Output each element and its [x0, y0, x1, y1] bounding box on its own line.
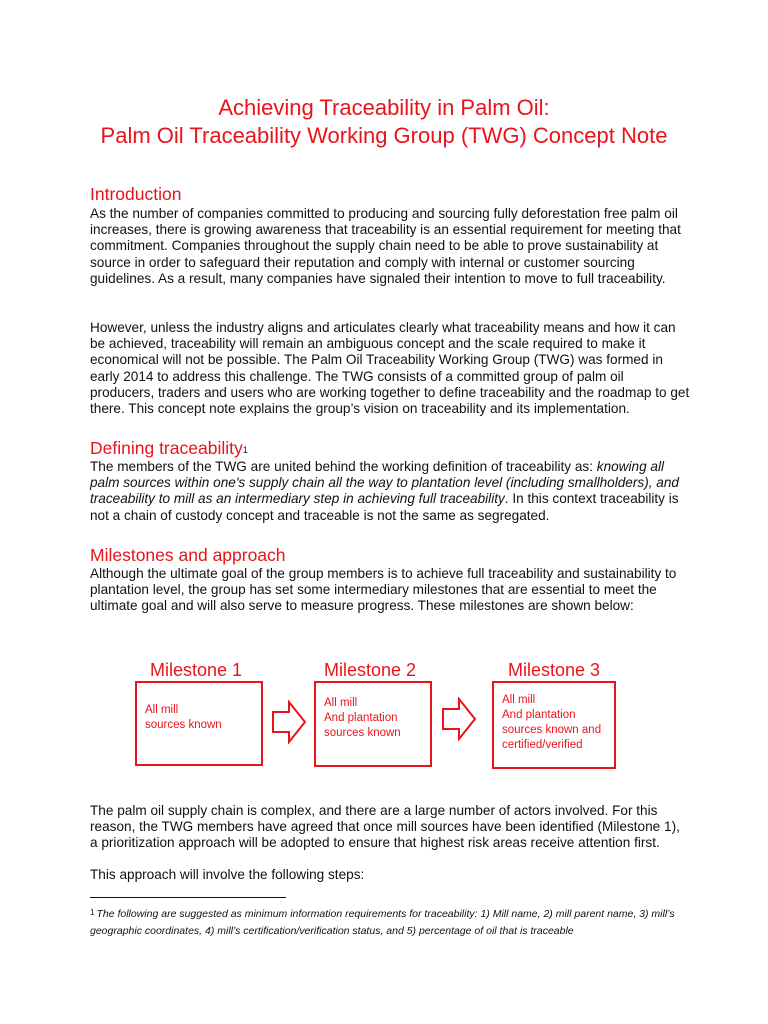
heading-milestones: Milestones and approach [90, 545, 286, 565]
milestone-3-line-1: All mill [502, 694, 536, 706]
defining-paragraph [90, 459, 690, 524]
defining-text-before: The members of the TWG are united behind the working definition of traceability as: [90, 459, 597, 474]
arrow-right-icon [441, 697, 477, 741]
footnote-reference[interactable]: 1 [242, 445, 248, 455]
footnote [90, 906, 680, 940]
footnote-mark: 1 [90, 908, 95, 917]
milestone-1-box [135, 681, 263, 766]
milestone-2-title: Milestone 2 [323, 660, 417, 680]
heading-defining-traceability [90, 437, 248, 459]
defining-text-italic: knowing all palm sources within one's supply chain all the way to plantation level (including smallholders), and traceability to mill as an intermediary step in achieving full traceability [90, 459, 679, 507]
milestone-3-line-4: certified/verified [502, 739, 583, 751]
intro-paragraph-1: As the number of companies committed to producing and sourcing fully deforestation free palm oil increases, there is growing awareness that traceability is an essential requirement for meeting that commitment. Companies throughout the supply chain need to be able to prove sustainability at source in order to safeguard their reputation and comply with internal or customer sourcing guidelines. As a result, many companies have signaled their intention to move to full traceability. [90, 206, 681, 286]
milestone-2-line-3: sources known [324, 727, 401, 739]
milestone-3-title: Milestone 3 [507, 660, 601, 680]
document-title [0, 94, 768, 150]
heading-defining-text: Defining traceability [90, 438, 243, 458]
steps-intro-paragraph: This approach will involve the following steps: [90, 867, 365, 882]
supply-chain-paragraph: The palm oil supply chain is complex, and there are a large number of actors involved. For this reason, the TWG members have agreed that once mill sources have been identified (Milestone 1), a prioritization approach will be adopted to ensure that highest risk areas receive attention first. [90, 803, 680, 851]
milestones-paragraph: Although the ultimate goal of the group members is to achieve full traceability and sustainability to plantation level, the group has set some intermediary milestones that are essential to meet the ultimate goal and will also serve to measure progress. These milestones are shown below: [90, 566, 677, 614]
milestone-2-line-2: And plantation [324, 712, 398, 724]
footnote-divider [90, 897, 286, 898]
milestone-1-title: Milestone 1 [149, 660, 243, 680]
milestone-2-line-1: All mill [324, 697, 358, 709]
defining-text-after: . In this context traceability is not a chain of custody concept and traceable is not the same as segregated. [90, 491, 679, 523]
footnote-text: The following are suggested as minimum information requirements for traceability: 1) Mill name, 2) mill parent name, 3) mill’s geographic coordinates, 4) mill’s certification/verification status, and 5) percentage of oil that is traceable [90, 908, 675, 937]
arrow-right-icon [271, 700, 307, 744]
heading-introduction: Introduction [90, 184, 182, 204]
title-line-1: Achieving Traceability in Palm Oil: [218, 95, 550, 120]
milestone-1-line-1: All mill [145, 704, 179, 716]
milestone-3-line-2: And plantation [502, 709, 576, 721]
milestone-3-box [492, 681, 616, 769]
milestone-1-line-2: sources known [145, 719, 222, 731]
title-line-2: Palm Oil Traceability Working Group (TWG) Concept Note [100, 123, 668, 148]
milestone-2-box [314, 681, 432, 767]
intro-paragraph-2: However, unless the industry aligns and articulates clearly what traceability means and how it can be achieved, traceability will remain an ambiguous concept and the scale required to make it economical will not be possible. The Palm Oil Traceability Working Group (TWG) was formed in early 2014 to address this challenge. The TWG consists of a committed group of palm oil producers, traders and users who are working together to define traceability and the roadmap to get there. This concept note explains the group’s vision on traceability and its implementation. [90, 320, 690, 417]
milestone-3-line-3: sources known and [502, 724, 602, 736]
